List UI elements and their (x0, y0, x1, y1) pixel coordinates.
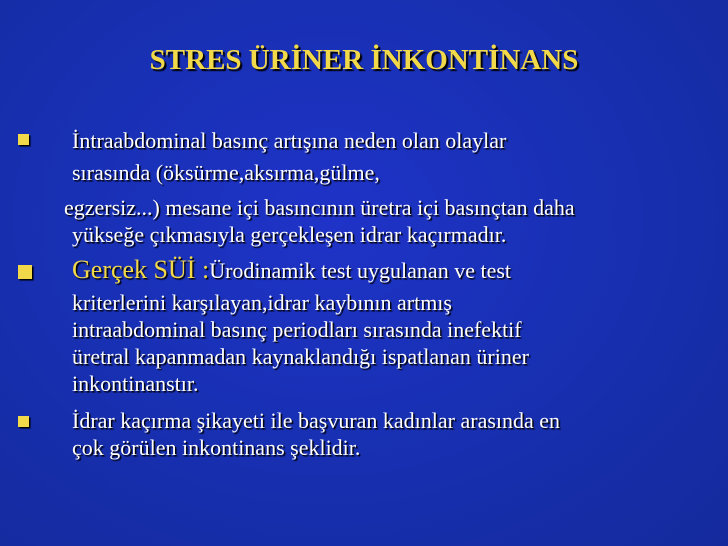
bullet-3-line-2: çok görülen inkontinans şeklidir. (72, 435, 361, 460)
bullet-2-line-1-text: Ürodinamik test uygulanan ve test (209, 258, 512, 283)
slide-title: STRES ÜRİNER İNKONTİNANS (149, 44, 579, 76)
bullet-marker (18, 265, 32, 279)
bullet-1-line-3: egzersiz...) mesane içi basıncının üretra içi basınçtan daha (64, 195, 575, 220)
bullet-2-line-5: inkontinanstır. (72, 371, 199, 396)
bullet-2-line-2: kriterlerini karşılayan,idrar kaybının artmış (72, 290, 452, 315)
bullet-2-lead: Gerçek SÜİ : (72, 255, 210, 284)
bullet-3-line-1: İdrar kaçırma şikayeti ile başvuran kadınlar arasında en (72, 408, 561, 433)
bullet-2-line-1 (72, 257, 511, 284)
bullet-1-line-2: sırasında (öksürme,aksırma,gülme, (72, 160, 380, 185)
bullet-2-line-4: üretral kapanmadan kaynaklandığı ispatlanan üriner (72, 344, 529, 369)
bullet-marker (18, 134, 29, 145)
bullet-2-line-3: intraabdominal basınç periodları sırasında inefektif (72, 317, 522, 342)
bullet-1-line-1: İntraabdominal basınç artışına neden olan olaylar (72, 128, 507, 153)
bullet-marker (18, 416, 29, 427)
bullet-1-line-4: yükseğe çıkmasıyla gerçekleşen idrar kaçırmadır. (72, 222, 507, 247)
